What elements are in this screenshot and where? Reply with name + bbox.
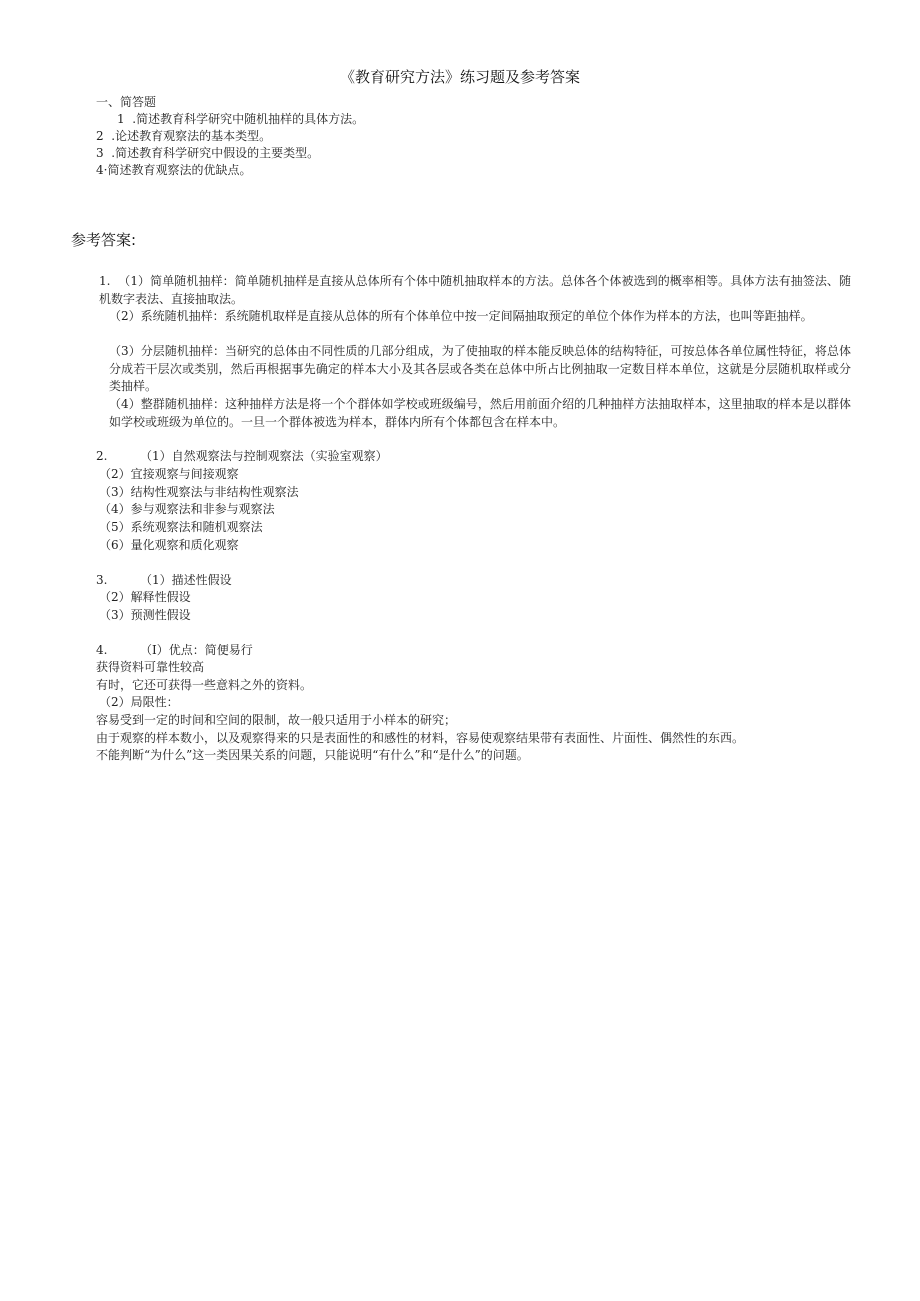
answer-1-para-4: [71, 396, 851, 431]
answer-2-number: 2.: [96, 449, 108, 463]
answer-4-line-6: 由于观察的样本数小，以及观察得来的只是表面性的和感性的材料，容易使观察结果带有表面性、片面性、偶然性的东西。: [96, 731, 745, 745]
question-4: 4·简述教育观察法的优缺点。: [96, 163, 252, 177]
answer-2-line-3: （3）结构性观察法与非结构性观察法: [99, 485, 299, 499]
answer-2-line-2: （2）宜接观察与间接观察: [99, 467, 239, 481]
answer-4-line-4: （2）局限性：: [99, 695, 179, 709]
answer-4-line-3: 有时，它还可获得一些意料之外的资料。: [96, 678, 313, 692]
answer-3-line-1: （1）描述性假设: [140, 573, 232, 587]
answer-2-line-4: （4）参与观察法和非参与观察法: [99, 502, 275, 516]
answer-3-line-2: （2）解释性假设: [99, 590, 191, 604]
answer-1-text-3: （3）分层随机抽样：当研究的总体由不同性质的几部分组成，为了使抽取的样本能反映总体的结构特征，可按总体各单位属性特征，将总体分成若干层次或类别，然后再根据事先确定的样本大小及其各层或各类在总体中所占比例抽取一定数目样本单位，这就是分层随机取样或分类抽样。: [109, 344, 851, 393]
answer-1-para-1: [71, 273, 851, 308]
document-title: 《教育研究方法》练习题及参考答案: [339, 68, 580, 86]
answer-4-number: 4.: [96, 643, 108, 657]
answer-1-text-2: （2）系统随机抽样：系统随机取样是直接从总体的所有个体单位中按一定间隔抽取预定的单位个体作为样本的方法，也叫等距抽样。: [109, 309, 813, 323]
answer-1-para-3: [71, 343, 851, 396]
answer-1-para-2: [71, 308, 851, 326]
answers-heading: 参考答案:: [71, 231, 137, 249]
answer-1-text-1: 1. （1）简单随机抽样：简单随机抽样是直接从总体所有个体中随机抽取样本的方法。总体各个体被选到的概率相等。具体方法有抽签法、随机数字表法、直接抽取法。: [99, 274, 851, 306]
answer-4-line-2: 获得资料可靠性较高: [96, 660, 205, 674]
question-1: 1 .简述教育科学研究中随机抽样的具体方法。: [117, 112, 365, 126]
answer-2-line-6: （6）量化观察和质化观察: [99, 538, 239, 552]
question-3: 3 .简述教育科学研究中假设的主要类型。: [96, 146, 320, 160]
answer-2-line-5: （5）系统观察法和随机观察法: [99, 520, 263, 534]
answer-3-line-3: （3）预测性假设: [99, 608, 191, 622]
answer-1-text-4: （4）整群随机抽样：这种抽样方法是将一个个群体如学校或班级编号，然后用前面介绍的几种抽样方法抽取样本，这里抽取的样本是以群体如学校或班级为单位的。一旦一个群体被选为样本，群体内所有个体都包含在样本中。: [109, 397, 851, 429]
answer-2-line-1: （1）自然观察法与控制观察法（实验室观察）: [140, 449, 388, 463]
question-2: 2 .论述教育观察法的基本类型。: [96, 129, 272, 143]
answer-3-number: 3.: [96, 573, 108, 587]
answer-4-line-1: （I）优点：简便易行: [140, 643, 253, 657]
answer-4-line-7: 不能判断“为什么”这一类因果关系的问题，只能说明“有什么”和“是什么”的问题。: [96, 748, 529, 762]
answer-4-line-5: 容易受到一定的时间和空间的限制，故一般只适用于小样本的研究；: [96, 713, 457, 727]
section-heading: 一、简答题: [96, 95, 157, 109]
